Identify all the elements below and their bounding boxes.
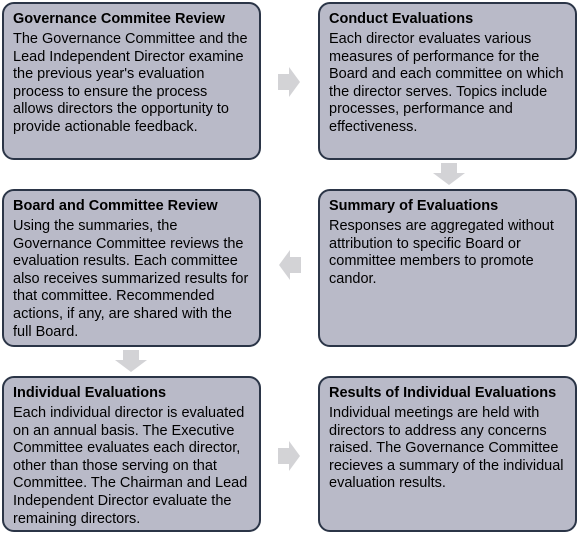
- arrow-down-icon: [433, 163, 465, 185]
- step-summary-of-evaluations: [318, 189, 577, 347]
- arrow-right-icon: [278, 67, 300, 97]
- arrow-right-icon: [278, 441, 300, 471]
- arrow-down-icon: [115, 350, 147, 372]
- step-individual-evaluations: [2, 376, 261, 532]
- step-title: Board and Committee Review: [13, 198, 218, 214]
- step-description: Responses are aggregated without attribution to specific Board or committee members to promote candor.: [329, 218, 554, 287]
- step-description: Each director evaluates various measures of performance for the Board and each committee on which the director serves. Topics include processes, performance and effectiveness.: [329, 31, 564, 135]
- step-governance-committee-review: [2, 2, 261, 160]
- step-title: Summary of Evaluations: [329, 198, 499, 214]
- step-title: Results of Individual Evaluations: [329, 385, 557, 401]
- step-title: Conduct Evaluations: [329, 11, 474, 27]
- step-description: Each individual director is evaluated on an annual basis. The Executive Committee evaluates each director, other than those serving on that Committee. The Chairman and Lead Independent Director evaluate the remaining directors.: [13, 405, 248, 527]
- step-title: Individual Evaluations: [13, 385, 167, 401]
- arrow-left-icon: [279, 250, 301, 280]
- step-description: The Governance Committee and the Lead Independent Director examine the previous year's evaluation process to ensure the process allows directors the opportunity to provide actionable feedback.: [13, 31, 248, 135]
- step-results-of-individual-evaluations: [318, 376, 577, 532]
- step-board-and-committee-review: [2, 189, 261, 347]
- step-title: Governance Commitee Review: [13, 11, 225, 27]
- step-description: Individual meetings are held with directors to address any concerns raised. The Governance Committee recieves a summary of the individual evaluation results.: [329, 405, 564, 492]
- step-description: Using the summaries, the Governance Committee reviews the evaluation results. Each committee also receives summarized results for that committee. Recommended actions, if any, are shared with the full Board.: [13, 218, 249, 340]
- step-conduct-evaluations: [318, 2, 577, 160]
